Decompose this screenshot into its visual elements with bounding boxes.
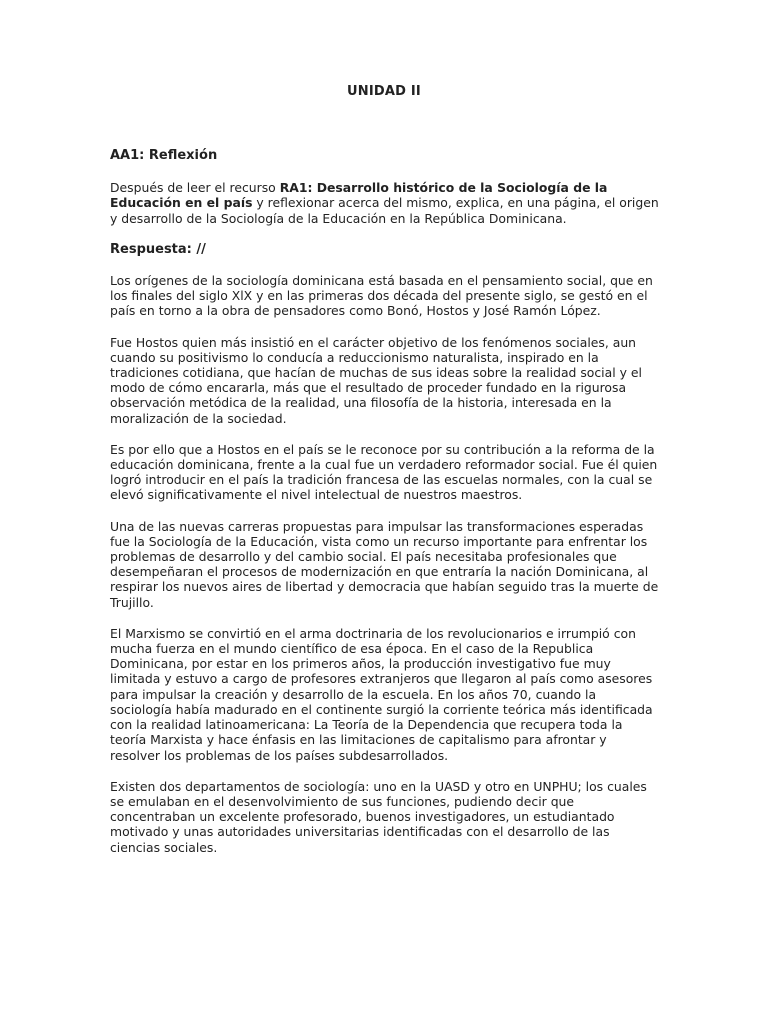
document-body <box>110 148 660 871</box>
paragraph-new-careers: Una de las nuevas carreras propuestas para impulsar las transformaciones esperadas fue la Sociología de la Educación, vista como un recurso importante para enfrentar los problemas de desarrollo y del cambio social. El país necesitaba profesionales que desempeñaran el procesos de modernización en que entraría la nación Dominicana, al respirar los nuevos aires de libertad y democracia que habían seguido tras la muerte de Trujillo. <box>110 518 659 610</box>
paragraph-departments: Existen dos departamentos de sociología: uno en la UASD y otro en UNPHU; los cuales se emulaban en el desenvolvimiento de sus funciones, pudiendo decir que concentraban un excelente profesorado, buenos investigadores, un estudiantado motivado y unas autoridades universitarias identificadas con el desarrollo de las ciencias sociales. <box>110 778 647 855</box>
resource-title: RA1: Desarrollo histórico de la Sociología de la Educación en el país <box>110 180 608 211</box>
answer-heading: Respuesta: // <box>110 241 206 257</box>
paragraph-origins: Los orígenes de la sociología dominicana está basada en el pensamiento social, que en los finales del siglo XlX y en las primeras dos década del presente siglo, se gestó en el país en torno a la obra de pensadores como Bonó, Hostos y José Ramón López. <box>110 273 653 319</box>
document-title: UNIDAD II <box>347 84 421 99</box>
paragraph-education-reform: Es por ello que a Hostos en el país se le reconoce por su contribución a la reforma de la educación dominicana, frente a la cual fue un verdadero reformador social. Fue él quien logró introducir en el país la tradición francesa de las escuelas normales, con la cual se elevó significativamente el nivel intelectual de nuestros maestros. <box>110 441 658 503</box>
paragraph-hostos: Fue Hostos quien más insistió en el carácter objetivo de los fenómenos sociales, aun cuando su positivismo lo conducía a reduccionismo naturalista, inspirado en la tradiciones cotidiana, que hacían de muchas de sus ideas sobre la realidad social y el modo de cómo encararla, más que el resultado de proceder fundado en la rigurosa observación metódica de la realidad, una filosofía de la historia, interesada en la moralización de la sociedad. <box>110 334 642 426</box>
instructions-task: y reflexionar acerca del mismo, explica, en una página, el origen y desarrollo de la Sociología de la Educación en la República Dominicana. <box>110 195 659 226</box>
instructions-intro: Después de leer el recurso <box>110 180 280 196</box>
instructions-paragraph <box>110 180 660 226</box>
activity-heading: AA1: Reflexión <box>110 148 218 163</box>
paragraph-marxism: El Marxismo se convirtió en el arma doctrinaria de los revolucionarios e irrumpió con mucha fuerza en el mundo científico de esa época. En el caso de la Republica Dominicana, por estar en los primeros años, la producción investigativo fue muy limitada y estuvo a cargo de profesores extranjeros que llegaron al país como asesores para impulsar la creación y desarrollo de la escuela. En los años 70, cuando la sociología había madurado en el continente surgió la corriente teórica más identificada con la realidad latinoamericana: La Teoría de la Dependencia que recupera toda la teoría Marxista y hace énfasis en las limitaciones de capitalismo para afrontar y resolver los problemas de los países subdesarrollados. <box>110 625 653 763</box>
